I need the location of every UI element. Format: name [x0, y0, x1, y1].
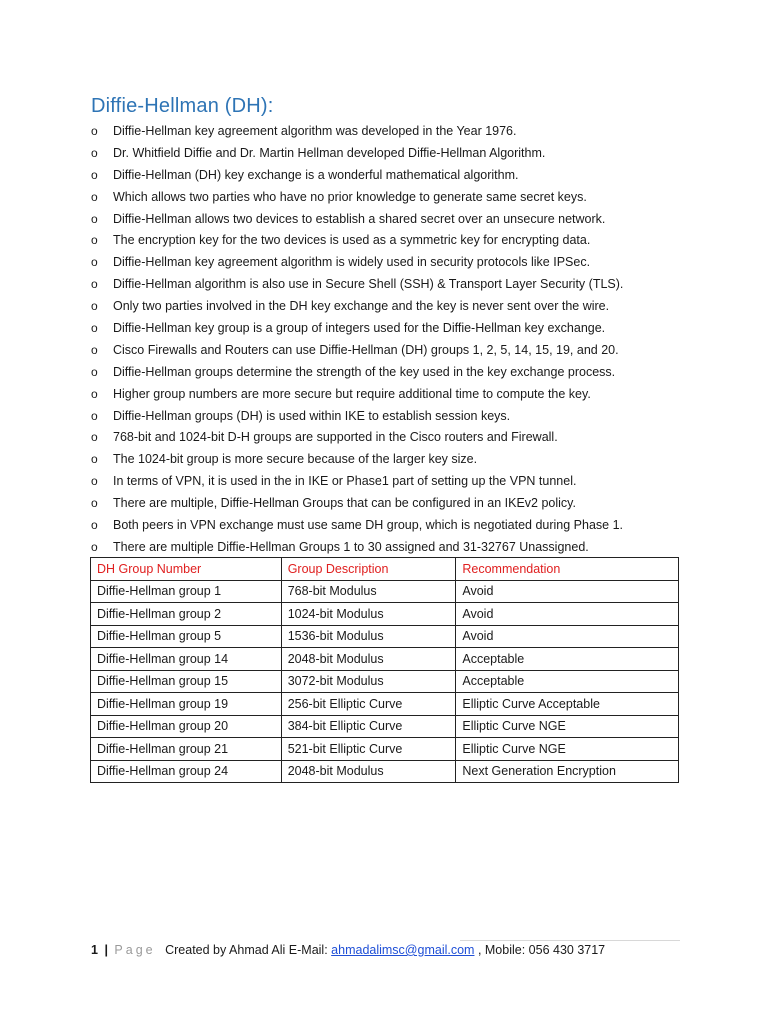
- table-row: [91, 580, 679, 603]
- footer-separator: |: [104, 943, 108, 957]
- bullet-marker: o: [91, 321, 98, 336]
- bullet-marker: o: [91, 167, 98, 182]
- list-item: [91, 515, 691, 537]
- footer-divider: [460, 940, 680, 941]
- footer-credit: Created by Ahmad Ali E-Mail:: [165, 943, 328, 957]
- bullet-marker: o: [91, 277, 98, 292]
- cell-group-description: 2048-bit Modulus: [281, 760, 456, 783]
- bullet-marker: o: [91, 342, 98, 357]
- table-row: [91, 625, 679, 648]
- bullet-marker: o: [91, 474, 98, 489]
- list-item: [91, 252, 691, 274]
- bullet-text: In terms of VPN, it is used in the in IKE or Phase1 part of setting up the VPN tunnel.: [113, 474, 577, 489]
- bullet-marker: o: [91, 386, 98, 401]
- page-word: Page: [114, 943, 156, 957]
- bullet-text: Diffie-Hellman key agreement algorithm is widely used in security protocols like IPSec.: [113, 255, 591, 270]
- bullet-marker: o: [91, 255, 98, 270]
- bullet-text: There are multiple Diffie-Hellman Groups 1 to 30 assigned and 31-32767 Unassigned.: [113, 539, 589, 554]
- page-heading: Diffie-Hellman (DH):: [91, 95, 274, 117]
- column-header-group-number: DH Group Number: [91, 558, 282, 581]
- list-item: [91, 274, 691, 296]
- cell-group-number: Diffie-Hellman group 20: [91, 715, 282, 738]
- list-item: [91, 121, 691, 143]
- email-link[interactable]: ahmadalimsc@gmail.com: [331, 943, 475, 957]
- cell-group-number: Diffie-Hellman group 21: [91, 738, 282, 761]
- bullet-text: Which allows two parties who have no prior knowledge to generate same secret keys.: [113, 189, 587, 204]
- bullet-text: Dr. Whitfield Diffie and Dr. Martin Hellman developed Diffie-Hellman Algorithm.: [113, 145, 546, 160]
- cell-group-description: 384-bit Elliptic Curve: [281, 715, 456, 738]
- bullet-text: Higher group numbers are more secure but require additional time to compute the key.: [113, 386, 591, 401]
- cell-group-description: 521-bit Elliptic Curve: [281, 738, 456, 761]
- list-item: [91, 493, 691, 515]
- table-header-row: [91, 558, 679, 581]
- cell-group-number: Diffie-Hellman group 19: [91, 693, 282, 716]
- cell-recommendation: Elliptic Curve NGE: [456, 715, 679, 738]
- cell-group-description: 768-bit Modulus: [281, 580, 456, 603]
- cell-group-number: Diffie-Hellman group 5: [91, 625, 282, 648]
- cell-group-number: Diffie-Hellman group 2: [91, 603, 282, 626]
- bullet-marker: o: [91, 233, 98, 248]
- list-item: [91, 471, 691, 493]
- bullet-marker: o: [91, 124, 98, 138]
- bullet-text: Diffie-Hellman algorithm is also use in Secure Shell (SSH) & Transport Layer Security (TLS).: [113, 277, 624, 292]
- bullet-text: Diffie-Hellman groups determine the strength of the key used in the key exchange process.: [113, 364, 616, 379]
- list-item: [91, 449, 691, 471]
- table-row: [91, 603, 679, 626]
- bullet-text: The encryption key for the two devices is used as a symmetric key for encrypting data.: [113, 233, 591, 248]
- cell-recommendation: Avoid: [456, 580, 679, 603]
- bullet-marker: o: [91, 539, 98, 554]
- list-item: [91, 318, 691, 340]
- bullet-text: Diffie-Hellman (DH) key exchange is a wonderful mathematical algorithm.: [113, 167, 519, 182]
- cell-recommendation: Acceptable: [456, 648, 679, 671]
- bullet-marker: o: [91, 408, 98, 423]
- cell-group-description: 1536-bit Modulus: [281, 625, 456, 648]
- dh-groups-table: [90, 557, 679, 783]
- bullet-marker: o: [91, 452, 98, 467]
- cell-group-number: Diffie-Hellman group 24: [91, 760, 282, 783]
- list-item: [91, 296, 691, 318]
- bullet-marker: o: [91, 299, 98, 314]
- page-number: 1: [91, 943, 98, 957]
- bullet-text: Diffie-Hellman allows two devices to establish a shared secret over an unsecure network.: [113, 211, 606, 226]
- table-row: [91, 715, 679, 738]
- cell-group-description: 2048-bit Modulus: [281, 648, 456, 671]
- bullet-text: There are multiple, Diffie-Hellman Groups that can be configured in an IKEv2 policy.: [113, 496, 576, 511]
- bullet-marker: o: [91, 518, 98, 533]
- cell-group-number: Diffie-Hellman group 15: [91, 670, 282, 693]
- bullet-marker: o: [91, 211, 98, 226]
- bullet-list: [91, 121, 691, 559]
- list-item: [91, 230, 691, 252]
- cell-recommendation: Acceptable: [456, 670, 679, 693]
- table-row: [91, 760, 679, 783]
- page-footer: [91, 943, 605, 957]
- list-item: [91, 209, 691, 231]
- bullet-text: 768-bit and 1024-bit D-H groups are supported in the Cisco routers and Firewall.: [113, 430, 558, 445]
- cell-recommendation: Elliptic Curve Acceptable: [456, 693, 679, 716]
- table-row: [91, 648, 679, 671]
- bullet-text: The 1024-bit group is more secure because of the larger key size.: [113, 452, 478, 467]
- footer-mobile: , Mobile: 056 430 3717: [477, 943, 606, 957]
- cell-recommendation: Elliptic Curve NGE: [456, 738, 679, 761]
- bullet-text: Both peers in VPN exchange must use same DH group, which is negotiated during Phase 1.: [113, 518, 624, 533]
- cell-group-description: 1024-bit Modulus: [281, 603, 456, 626]
- list-item: [91, 427, 691, 449]
- cell-group-description: 256-bit Elliptic Curve: [281, 693, 456, 716]
- bullet-marker: o: [91, 430, 98, 445]
- cell-group-number: Diffie-Hellman group 14: [91, 648, 282, 671]
- bullet-text: Only two parties involved in the DH key exchange and the key is never sent over the wire.: [113, 299, 610, 314]
- list-item: [91, 143, 691, 165]
- bullet-text: Diffie-Hellman key agreement algorithm was developed in the Year 1976.: [113, 124, 517, 138]
- table-row: [91, 738, 679, 761]
- list-item: [91, 384, 691, 406]
- column-header-recommendation: Recommendation: [456, 558, 679, 581]
- cell-recommendation: Avoid: [456, 603, 679, 626]
- cell-group-number: Diffie-Hellman group 1: [91, 580, 282, 603]
- list-item: [91, 187, 691, 209]
- list-item: [91, 340, 691, 362]
- bullet-marker: o: [91, 364, 98, 379]
- bullet-text: Diffie-Hellman groups (DH) is used within IKE to establish session keys.: [113, 408, 511, 423]
- bullet-text: Diffie-Hellman key group is a group of integers used for the Diffie-Hellman key exchange.: [113, 321, 606, 336]
- bullet-marker: o: [91, 145, 98, 160]
- table-row: [91, 693, 679, 716]
- bullet-text: Cisco Firewalls and Routers can use Diffie-Hellman (DH) groups 1, 2, 5, 14, 15, 19, and 20.: [113, 342, 619, 357]
- list-item: [91, 362, 691, 384]
- column-header-group-description: Group Description: [281, 558, 456, 581]
- list-item: [91, 165, 691, 187]
- list-item: [91, 406, 691, 428]
- cell-group-description: 3072-bit Modulus: [281, 670, 456, 693]
- bullet-marker: o: [91, 189, 98, 204]
- list-item: [91, 537, 691, 559]
- cell-recommendation: Avoid: [456, 625, 679, 648]
- bullet-marker: o: [91, 496, 98, 511]
- cell-recommendation: Next Generation Encryption: [456, 760, 679, 783]
- table-row: [91, 670, 679, 693]
